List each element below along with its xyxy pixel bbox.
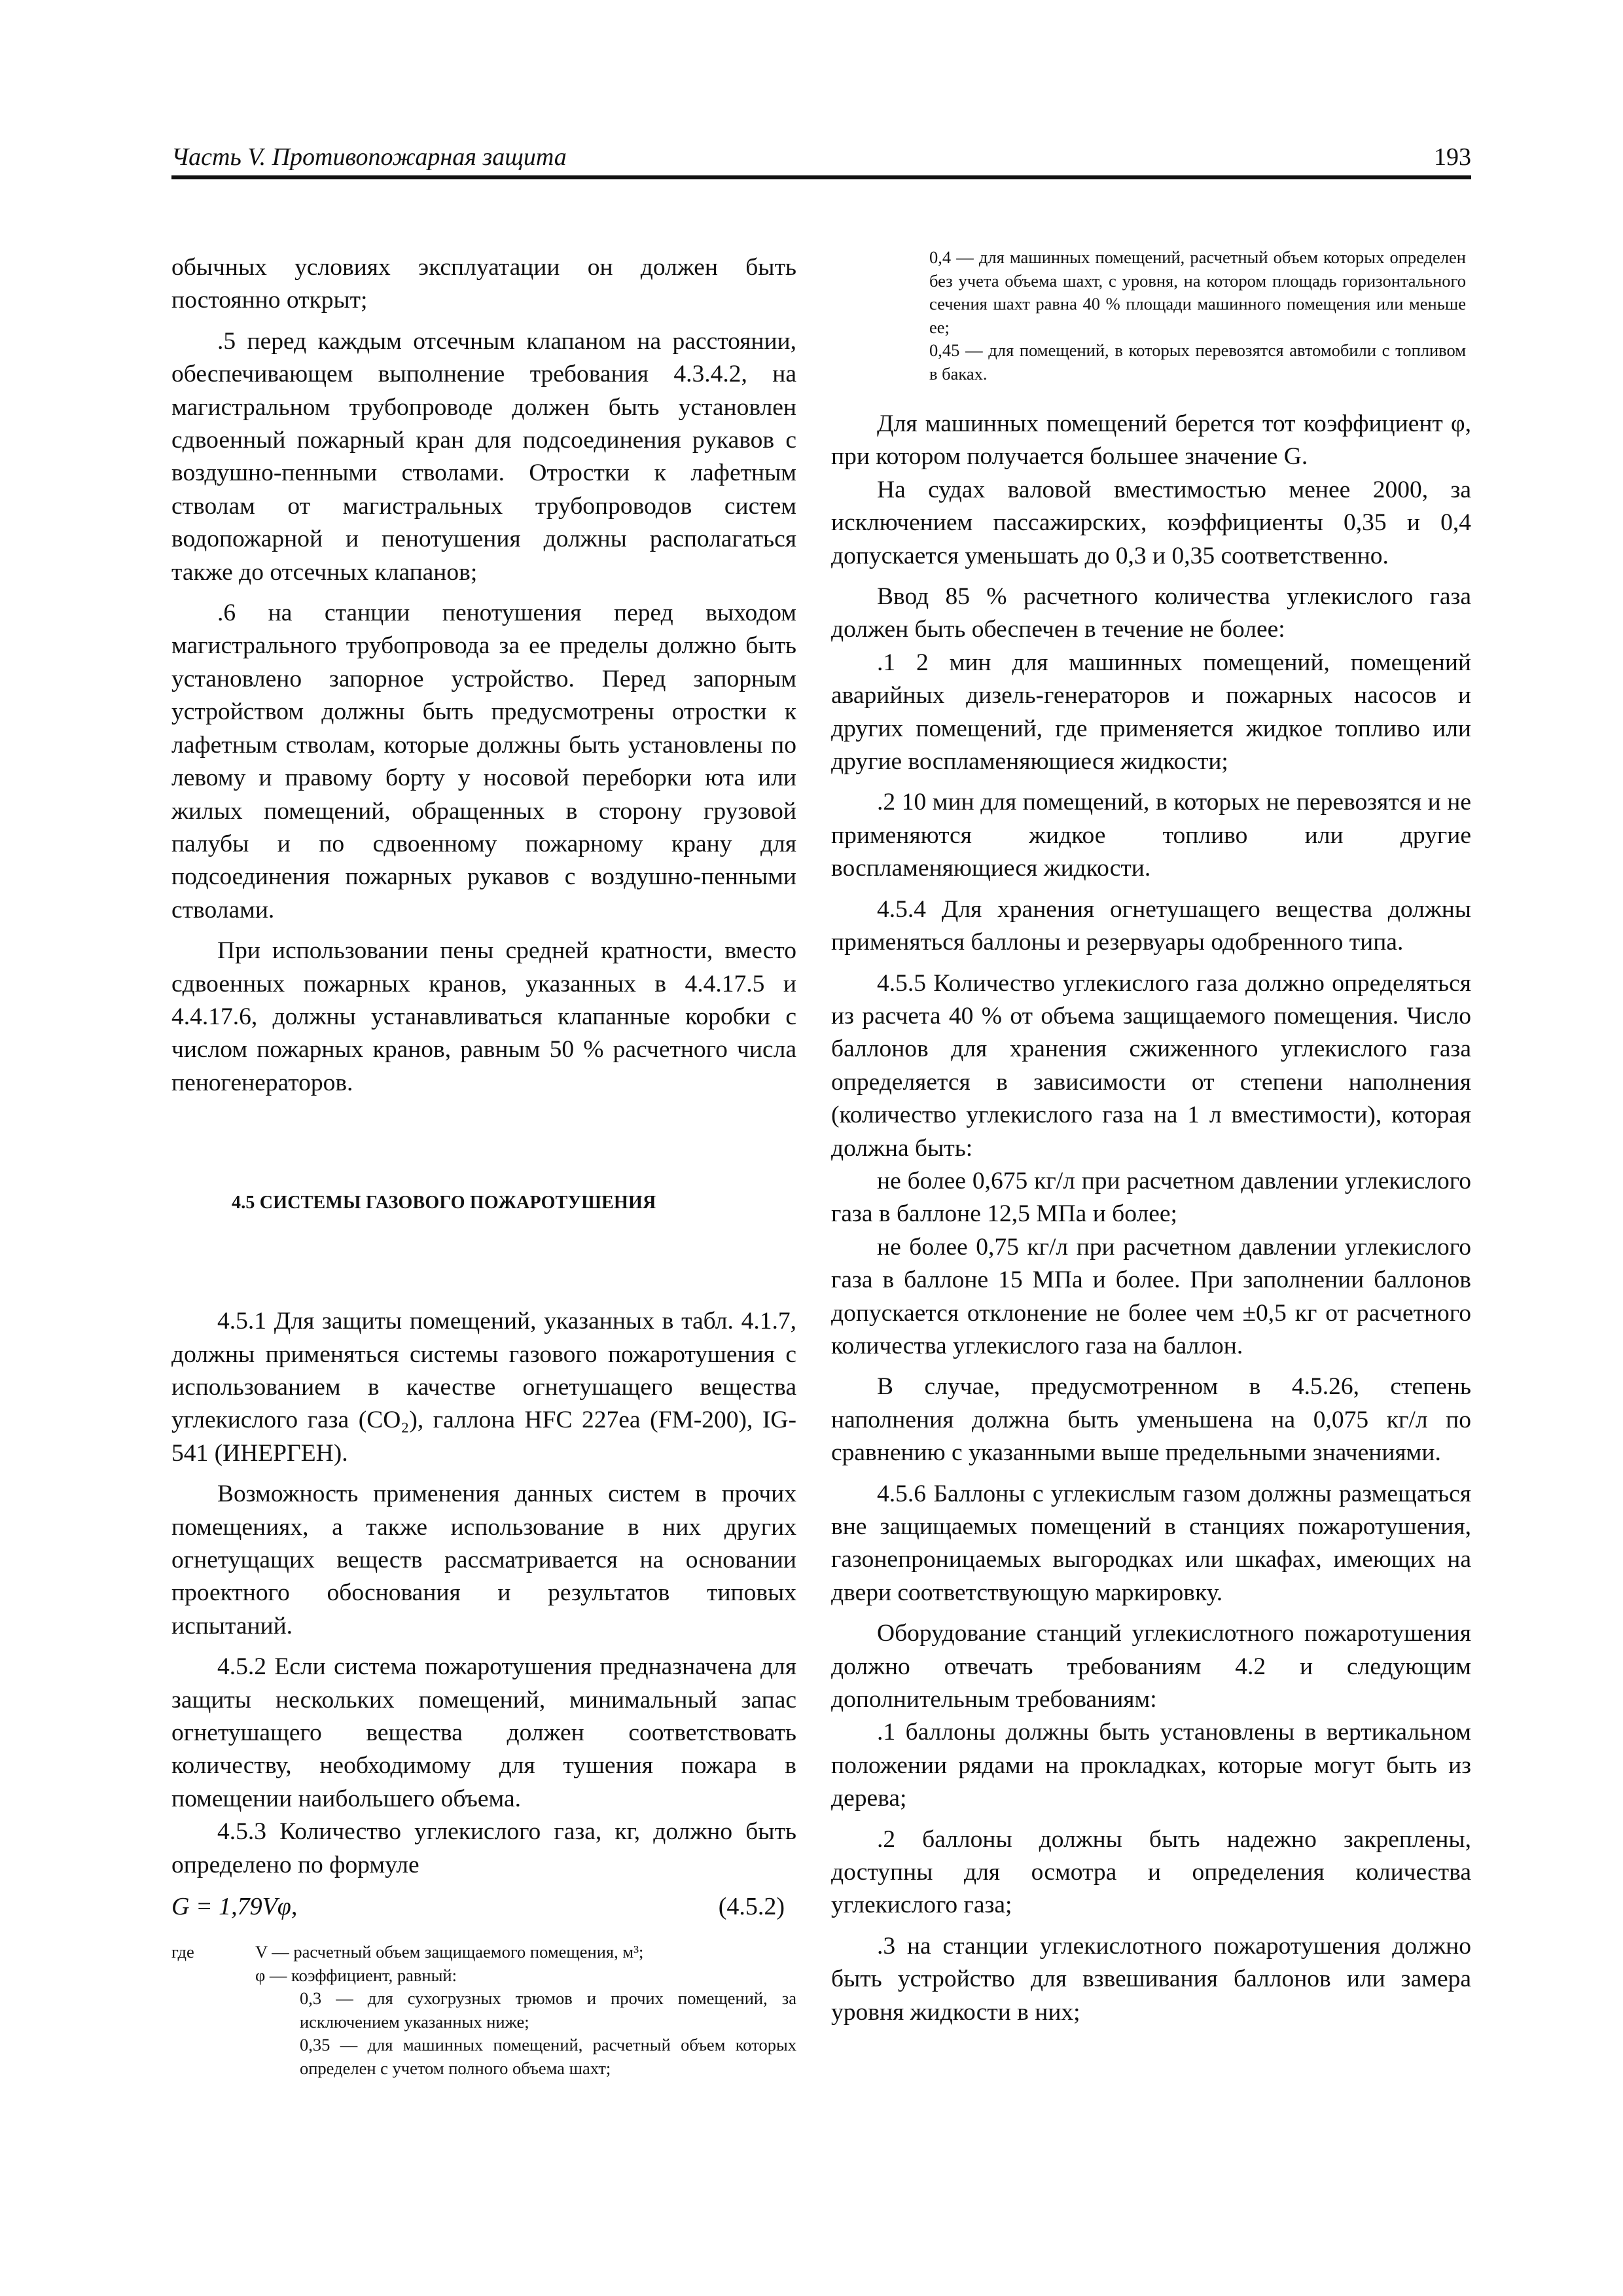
paragraph: не более 0,675 кг/л при расчетном давлении углекислого газа в баллоне 12,5 МПа и более; bbox=[831, 1167, 1471, 1228]
paragraph: В случае, предусмотренном в 4.5.26, степень наполнения должна быть уменьшена на 0,075 кг/л по сравнению с указанными выше предельными значениями. bbox=[831, 1373, 1471, 1467]
paragraph: Для машинных помещений берется тот коэффициент φ, при котором получается большее значение G. bbox=[831, 410, 1471, 471]
paragraph: не более 0,75 кг/л при расчетном давлении углекислого газа в баллоне 15 МПа и более. При заполнении баллонов допускается отклонение не более чем ±0,5 кг от расчетного количества углекислого газа на баллон. bbox=[831, 1233, 1471, 1359]
phi-values-continued bbox=[929, 246, 1466, 386]
phi-value-item: 0,35 — для машинных помещений, расчетный объем которых определен с учетом полного объема шахт; bbox=[300, 2035, 796, 2078]
paragraph: 4.5.3 Количество углекислого газа, кг, должно быть определено по формуле bbox=[171, 1818, 796, 1878]
paragraph: .5 перед каждым отсечным клапаном на расстоянии, обеспечивающем выполнение требования 4.3.4.2, на магистральном трубопроводе должен быть установлен сдвоенный пожарный кран для подсоединения рукавов с воздушно-пенными стволами. Отростки к лафетным стволам от магистральных трубопроводов систем водопожарной и пенотушения должны располагаться также до отсечных клапанов; bbox=[171, 327, 796, 586]
variable-v: V — расчетный объем защищаемого помещения, м³; bbox=[255, 1942, 644, 1962]
paragraph: .1 баллоны должны быть установлены в вертикальном положении рядами на прокладках, которые могут быть из дерева; bbox=[831, 1719, 1471, 1812]
phi-value-item: 0,45 — для помещений, в которых перевозятся автомобили с топливом в баках. bbox=[929, 340, 1466, 384]
header-rule bbox=[171, 175, 1471, 179]
paragraph: 4.5.6 Баллоны с углекислым газом должны размещаться вне защищаемых помещений в станциях пожаротушения, газонепроницаемых выгородках или шкафах, имеющих на двери соответствующую маркировку. bbox=[831, 1480, 1471, 1606]
paragraph: 4.5.5 Количество углекислого газа должно определяться из расчета 40 % от объема защищаемого помещения. Число баллонов для хранения сжиженного углекислого газа определяется в зависимости от степени наполнения (количество углекислого газа на 1 л вместимости), которая должна быть: bbox=[831, 969, 1471, 1162]
paragraph: обычных условиях эксплуатации он должен быть постоянно открыт; bbox=[171, 254, 796, 314]
left-column bbox=[171, 251, 796, 2080]
paragraph: .2 10 мин для помещений, в которых не перевозятся и не применяются жидкое топливо или другие воспламеняющиеся жидкости. bbox=[831, 789, 1471, 882]
page-number: 193 bbox=[1434, 143, 1471, 171]
running-header bbox=[171, 143, 1471, 177]
paragraph: .2 баллоны должны быть надежно закреплены, доступны для осмотра и определения количества углекислого газа; bbox=[831, 1825, 1471, 1919]
paragraph: .6 на станции пенотушения перед выходом магистрального трубопровода за ее пределы должно быть установлено запорное устройство. Перед запорным устройством должны быть предусмотрены отростки к лафетным стволам, которые должны быть установлены по левому и правому борту у носовой переборки юта или жилых помещений, обращенных в сторону грузовой палубы и по сдвоенному пожарному крану для подсоединения пожарных рукавов с воздушно-пенными стволами. bbox=[171, 600, 796, 924]
right-column bbox=[831, 246, 1471, 2029]
paragraph: .1 2 мин для машинных помещений, помещений аварийных дизель-генераторов и пожарных насосов и других помещений, где применяется жидкое топливо или другие воспламеняющиеся жидкости; bbox=[831, 649, 1471, 776]
phi-value-item: 0,4 — для машинных помещений, расчетный объем которых определен без учета объема шахт, с уровня, на котором площадь горизонтального сечения шахт равна 40 % площади машинного помещения или меньше ее; bbox=[929, 247, 1466, 337]
phi-values bbox=[300, 1987, 796, 2080]
header-title: Часть V. Противопожарная защита bbox=[171, 143, 567, 171]
phi-value-item: 0,3 — для сухогрузных трюмов и прочих помещений, за исключением указанных ниже; bbox=[300, 1988, 796, 2032]
paragraph: .3 на станции углекислотного пожаротушения должно быть устройство для взвешивания баллонов или замера уровня жидкости в них; bbox=[831, 1932, 1471, 2026]
paragraph: При использовании пены средней кратности, вместо сдвоенных пожарных кранов, указанных в 4.4.17.5 и 4.4.17.6, должны устанавливаться клапанные коробки с числом пожарных кранов, равным 50 % расчетного числа пеногенераторов. bbox=[171, 937, 796, 1096]
paragraph: Возможность применения данных систем в прочих помещениях, а также использование в них других огнетущащих веществ рассматривается на основании проектного обоснования и результатов типовых испытаний. bbox=[171, 1480, 796, 1640]
section-title: 4.5 СИСТЕМЫ ГАЗОВОГО ПОЖАРОТУШЕНИЯ bbox=[232, 1193, 656, 1213]
formula: G = 1,79Vφ, bbox=[171, 1893, 298, 1921]
paragraph: Ввод 85 % расчетного количества углекислого газа должен быть обеспечен в течение не более: bbox=[831, 583, 1471, 643]
paragraph: На судах валовой вместимостью менее 2000, за исключением пассажирских, коэффициенты 0,35 и 0,4 допускается уменьшать до 0,3 и 0,35 соответственно. bbox=[831, 476, 1471, 569]
paragraph: 4.5.1 Для защиты помещений, указанных в табл. 4.1.7, должны применяться системы газового пожаротушения с использованием в качестве огнетушащего вещества углекислого газа (CO₂), галлона HFC 227ea (FM-200), IG-541 (ИНЕРГЕН). bbox=[171, 1308, 796, 1467]
formula-number: (4.5.2) bbox=[718, 1893, 785, 1921]
paragraph: 4.5.4 Для хранения огнетушащего вещества должны применяться баллоны и резервуары одобренного типа. bbox=[831, 895, 1471, 956]
paragraph: 4.5.2 Если система пожаротушения предназначена для защиты нескольких помещений, минимальный запас огнетушащего вещества должен соответствовать количеству, необходимому для тушения пожара в помещении наибольшего объема. bbox=[171, 1653, 796, 1812]
where-label: где bbox=[171, 1942, 194, 1962]
variable-phi: φ — коэффициент, равный: bbox=[255, 1965, 457, 1985]
paragraph: Оборудование станций углекислотного пожаротушения должно отвечать требованиям 4.2 и следующим дополнительным требованиям: bbox=[831, 1620, 1471, 1713]
formula-row bbox=[171, 1890, 796, 1930]
variable-definitions bbox=[171, 1941, 796, 2080]
